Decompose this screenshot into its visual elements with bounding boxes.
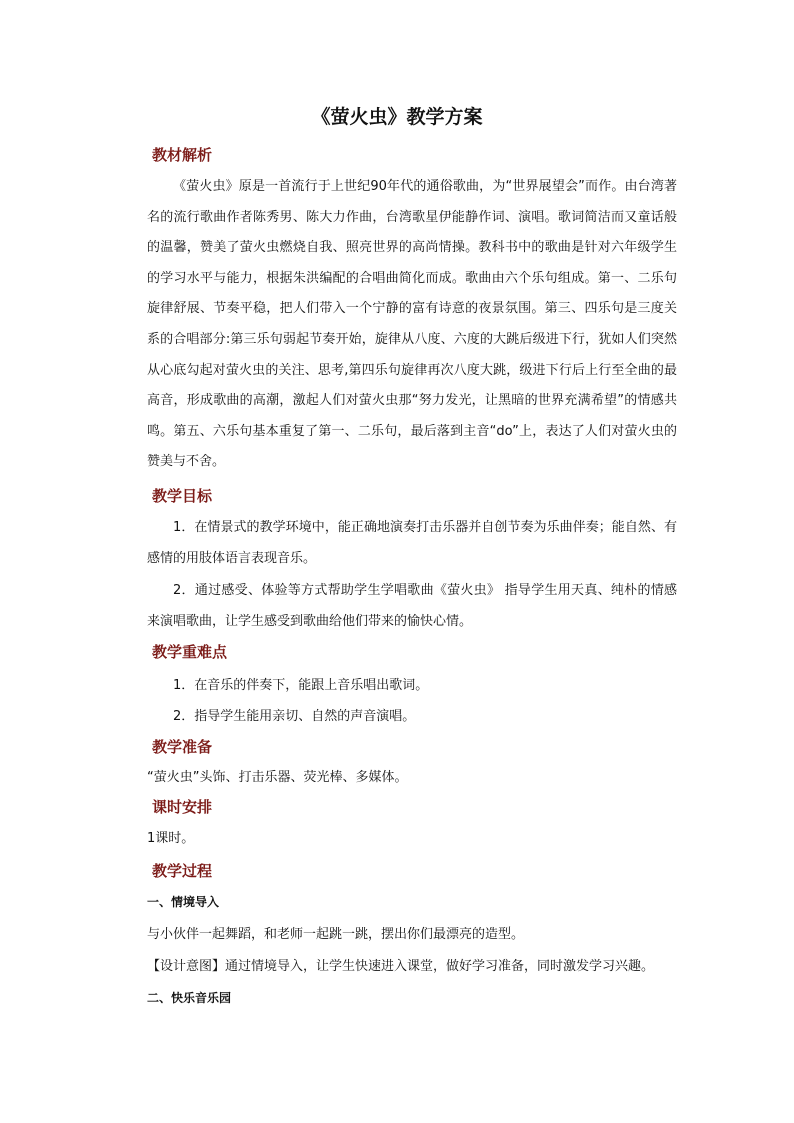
process-step1-design: 【设计意图】通过情境导入，让学生快速进入课堂，做好学习准备，同时激发学习兴趣。 (147, 959, 655, 974)
process-step2-title: 二、快乐音乐园 (147, 991, 232, 1005)
process-step1-title: 一、情境导入 (147, 895, 220, 909)
key-point-item-1: 1．在音乐的伴奏下，能跟上音乐唱出歌词。 (173, 678, 429, 693)
heading-process: 教学过程 (152, 862, 213, 880)
document-title: 《萤火虫》教学方案 (311, 106, 483, 128)
schedule-text: 1课时。 (147, 831, 195, 846)
heading-schedule: 课时安排 (152, 798, 213, 816)
heading-analysis: 教材解析 (152, 146, 213, 164)
preparation-text: “萤火虫”头饰、打击乐器、荧光棒、多媒体。 (147, 770, 408, 785)
objective-item-2: 2．通过感受、体验等方式帮助学生学唱歌曲《萤火虫》 指导学生用天真、纯朴的情感来演唱歌曲，让学生感受到歌曲给他们带来的愉快心情。 (147, 583, 677, 629)
heading-objectives: 教学目标 (152, 487, 213, 505)
heading-key-points: 教学重难点 (152, 643, 228, 661)
objective-item-1: 1．在情景式的教学环境中，能正确地演奏打击乐器并自创节奏为乐曲伴奏；能自然、有感情的用肢体语言表现音乐。 (147, 520, 677, 566)
process-step1-text: 与小伙伴一起舞蹈，和老师一起跳一跳，摆出你们最漂亮的造型。 (147, 927, 525, 942)
analysis-paragraph: 《萤火虫》原是一首流行于上世纪90年代的通俗歌曲，为“世界展望会”而作。由台湾著名的流行歌曲作者陈秀男、陈大力作曲，台湾歌星伊能静作词、演唱。歌词简洁而又童话般的温馨，赞美了萤火虫燃烧自我、照亮世界的高尚情操。教科书中的歌曲是针对六年级学生的学习水平与能力，根据朱洪编配的合唱曲简化而成。歌曲由六个乐句组成。第一、二乐句旋律舒展、节奏平稳，把人们带入一个宁静的富有诗意的夜景氛围。第三、四乐句是三度关系的合唱部分:第三乐句弱起节奏开始，旋律从八度、六度的大跳后级进下行，犹如人们突然从心底勾起对萤火虫的关注、思考,第四乐句旋律再次八度大跳，级进下行后上行至全曲的最高音，形成歌曲的高潮，激起人们对萤火虫那“努力发光，让黑暗的世界充满希望”的情感共鸣。第五、六乐句基本重复了第一、二乐句，最后落到主音“do”上，表达了人们对萤火虫的赞美与不舍。 (147, 179, 677, 470)
heading-preparation: 教学准备 (152, 738, 213, 756)
key-point-item-2: 2．指导学生能用亲切、自然的声音演唱。 (173, 709, 416, 724)
